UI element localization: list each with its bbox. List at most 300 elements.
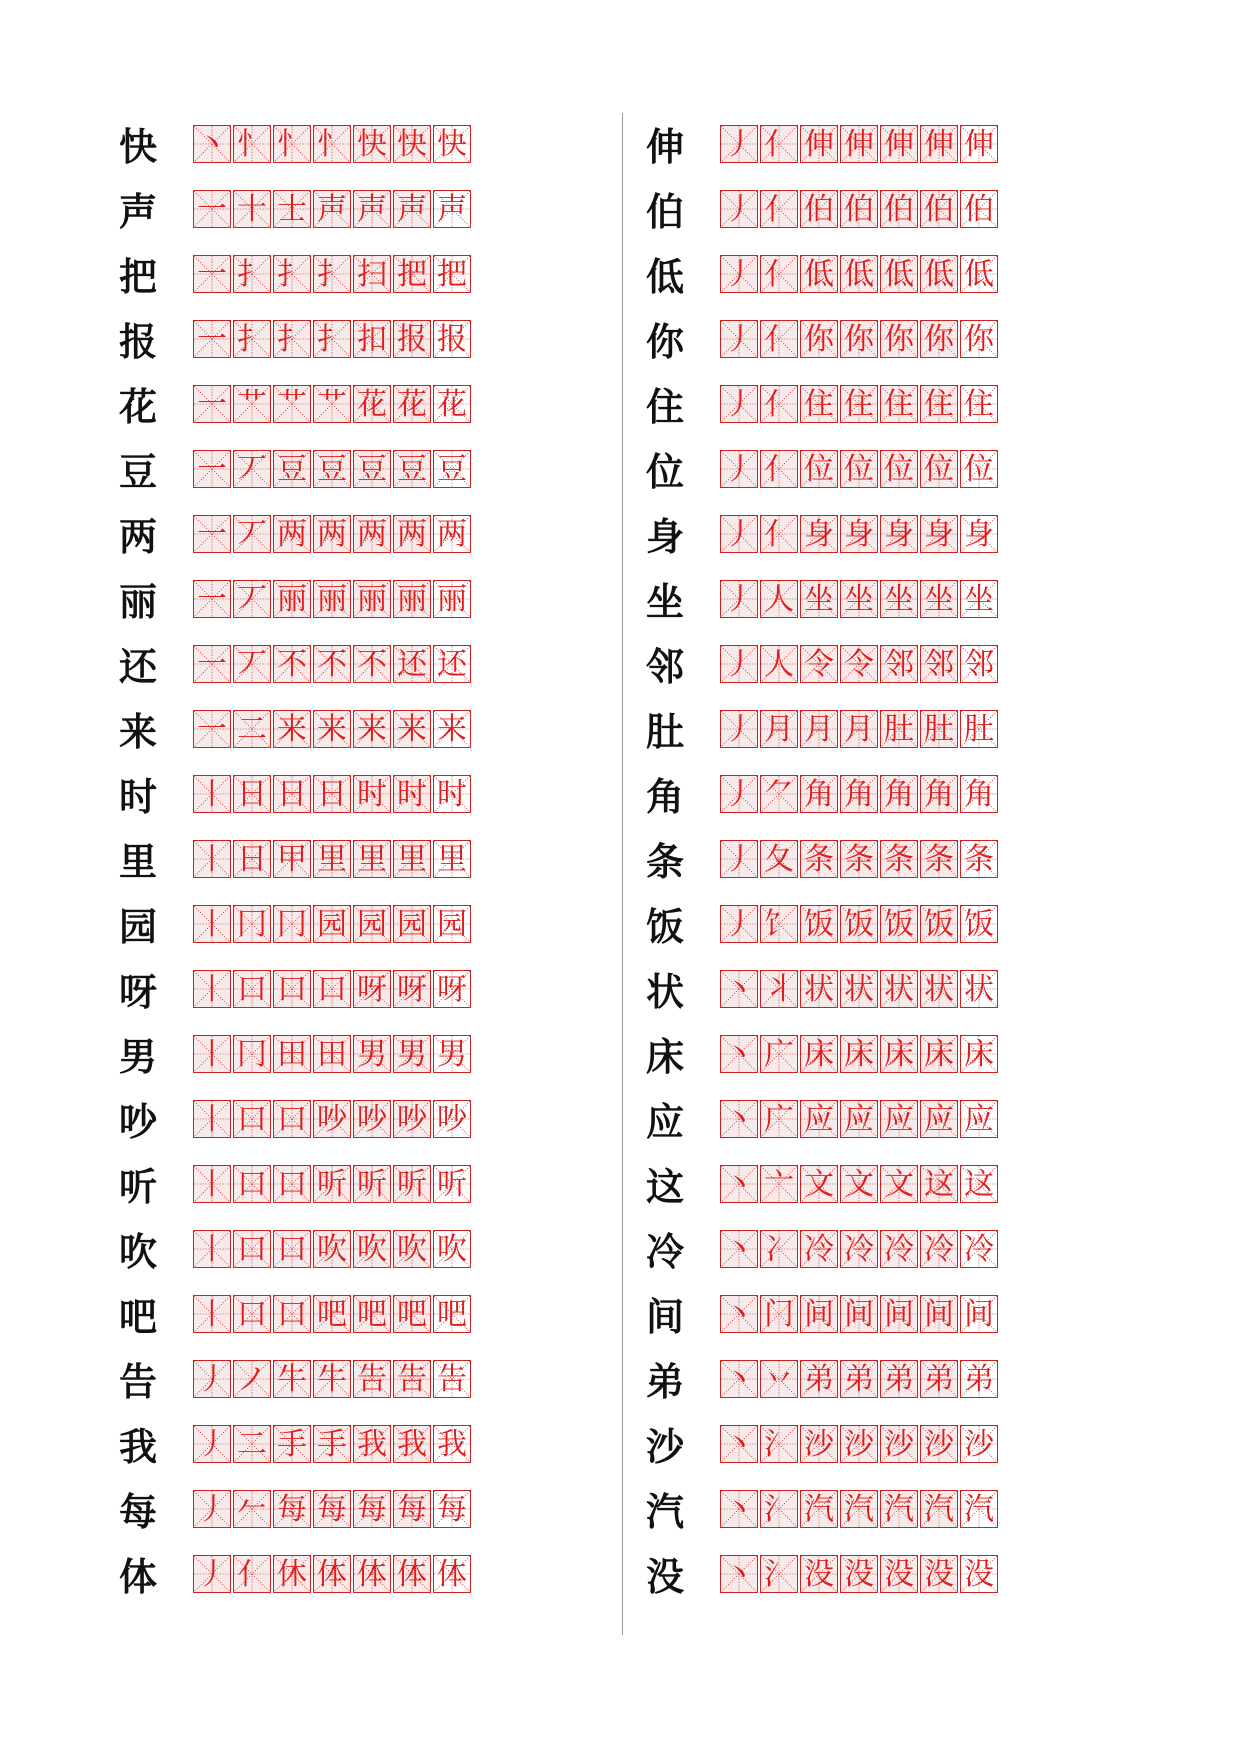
stroke-step-glyph: 你 bbox=[844, 322, 874, 357]
stroke-cell bbox=[193, 1035, 231, 1073]
stroke-cell bbox=[393, 450, 431, 488]
stroke-step-glyph: 饭 bbox=[804, 907, 834, 942]
stroke-cell bbox=[313, 1295, 351, 1333]
stroke-step-glyph: 邻 bbox=[964, 647, 994, 682]
stroke-cell bbox=[720, 1295, 758, 1333]
stroke-cell bbox=[233, 385, 271, 423]
stroke-step-glyph: 里 bbox=[317, 842, 347, 877]
stroke-step-glyph: 应 bbox=[924, 1102, 954, 1137]
stroke-step-glyph: 丨 bbox=[197, 1232, 227, 1267]
stroke-step-glyph: 汽 bbox=[924, 1492, 954, 1527]
stroke-order-strip bbox=[193, 1230, 473, 1272]
stroke-cell bbox=[800, 385, 838, 423]
stroke-order-strip bbox=[720, 1555, 1000, 1597]
char-row bbox=[645, 1090, 1165, 1155]
practice-character: 条 bbox=[645, 840, 684, 884]
stroke-order-strip bbox=[193, 1360, 473, 1402]
stroke-step-glyph: 不 bbox=[357, 647, 387, 682]
stroke-step-glyph: 声 bbox=[397, 192, 427, 227]
practice-character: 男 bbox=[118, 1035, 157, 1079]
practice-character: 你 bbox=[645, 320, 684, 364]
stroke-cell bbox=[273, 1035, 311, 1073]
stroke-cell bbox=[840, 190, 878, 228]
stroke-cell bbox=[720, 645, 758, 683]
stroke-cell bbox=[273, 450, 311, 488]
stroke-cell bbox=[233, 775, 271, 813]
stroke-cell bbox=[760, 385, 798, 423]
char-row bbox=[645, 115, 1165, 180]
stroke-step-glyph: 丶 bbox=[724, 1167, 754, 1202]
stroke-step-glyph: 丽 bbox=[277, 582, 307, 617]
stroke-step-glyph: 我 bbox=[357, 1427, 387, 1462]
stroke-step-glyph: 休 bbox=[277, 1557, 307, 1592]
stroke-cell bbox=[313, 320, 351, 358]
stroke-step-glyph: 声 bbox=[357, 192, 387, 227]
stroke-order-strip bbox=[193, 580, 473, 622]
stroke-cell bbox=[920, 1230, 958, 1268]
practice-character: 告 bbox=[118, 1360, 157, 1404]
stroke-step-glyph: 把 bbox=[437, 257, 467, 292]
stroke-cell-final bbox=[433, 775, 471, 813]
stroke-step-glyph: 丿 bbox=[724, 777, 754, 812]
stroke-step-glyph: 低 bbox=[884, 257, 914, 292]
stroke-step-glyph: 冫 bbox=[764, 1232, 794, 1267]
stroke-step-glyph: 吹 bbox=[357, 1232, 387, 1267]
stroke-cell bbox=[720, 580, 758, 618]
stroke-step-glyph: 弟 bbox=[964, 1362, 994, 1397]
char-row bbox=[118, 570, 638, 635]
stroke-step-glyph: 每 bbox=[437, 1492, 467, 1527]
stroke-cell-final bbox=[960, 1035, 998, 1073]
practice-character: 体 bbox=[118, 1555, 157, 1599]
stroke-step-glyph: 位 bbox=[884, 452, 914, 487]
stroke-step-glyph: 来 bbox=[277, 712, 307, 747]
stroke-cell bbox=[273, 775, 311, 813]
stroke-cell bbox=[800, 580, 838, 618]
stroke-cell-final bbox=[960, 1295, 998, 1333]
stroke-order-strip bbox=[193, 515, 473, 557]
stroke-cell-final bbox=[960, 645, 998, 683]
char-row bbox=[645, 830, 1165, 895]
practice-character: 汽 bbox=[645, 1490, 684, 1534]
stroke-cell bbox=[193, 1555, 231, 1593]
stroke-step-glyph: 伯 bbox=[924, 192, 954, 227]
stroke-cell-final bbox=[960, 255, 998, 293]
stroke-order-strip bbox=[193, 905, 473, 947]
stroke-cell bbox=[313, 255, 351, 293]
stroke-step-glyph: 丨 bbox=[197, 907, 227, 942]
stroke-cell bbox=[393, 385, 431, 423]
stroke-step-glyph: 月 bbox=[844, 712, 874, 747]
stroke-cell bbox=[800, 1555, 838, 1593]
stroke-cell bbox=[720, 320, 758, 358]
stroke-cell bbox=[760, 775, 798, 813]
stroke-step-glyph: 冂 bbox=[277, 907, 307, 942]
practice-character: 伸 bbox=[645, 125, 684, 169]
stroke-step-glyph: 条 bbox=[804, 842, 834, 877]
stroke-cell-final bbox=[960, 515, 998, 553]
stroke-step-glyph: 一 bbox=[197, 712, 227, 747]
stroke-cell bbox=[920, 320, 958, 358]
stroke-cell bbox=[920, 125, 958, 163]
stroke-step-glyph: 𠂉 bbox=[237, 1492, 267, 1527]
stroke-step-glyph: 丶 bbox=[724, 1232, 754, 1267]
stroke-cell bbox=[353, 385, 391, 423]
stroke-step-glyph: 伯 bbox=[844, 192, 874, 227]
stroke-step-glyph: 身 bbox=[964, 517, 994, 552]
stroke-cell bbox=[880, 1100, 918, 1138]
stroke-cell-final bbox=[960, 710, 998, 748]
char-row bbox=[645, 245, 1165, 310]
stroke-cell bbox=[760, 320, 798, 358]
stroke-cell bbox=[313, 840, 351, 878]
stroke-step-glyph: 低 bbox=[924, 257, 954, 292]
stroke-step-glyph: 快 bbox=[397, 127, 427, 162]
stroke-step-glyph: 丿 bbox=[724, 127, 754, 162]
stroke-cell bbox=[313, 385, 351, 423]
stroke-cell bbox=[800, 1100, 838, 1138]
stroke-order-strip bbox=[720, 1295, 1000, 1337]
stroke-cell-final bbox=[960, 320, 998, 358]
char-row bbox=[118, 310, 638, 375]
char-row bbox=[645, 1025, 1165, 1090]
stroke-step-glyph: 声 bbox=[437, 192, 467, 227]
stroke-step-glyph: 沙 bbox=[964, 1427, 994, 1462]
stroke-cell bbox=[920, 1555, 958, 1593]
stroke-step-glyph: 坐 bbox=[804, 582, 834, 617]
practice-character: 呀 bbox=[118, 970, 157, 1014]
stroke-step-glyph: 弟 bbox=[924, 1362, 954, 1397]
stroke-step-glyph: 丨 bbox=[197, 1102, 227, 1137]
stroke-step-glyph: 我 bbox=[437, 1427, 467, 1462]
stroke-cell bbox=[880, 580, 918, 618]
practice-character: 饭 bbox=[645, 905, 684, 949]
stroke-cell bbox=[720, 450, 758, 488]
stroke-step-glyph: 扌 bbox=[277, 257, 307, 292]
stroke-step-glyph: 伯 bbox=[964, 192, 994, 227]
practice-character: 床 bbox=[645, 1035, 684, 1079]
stroke-order-strip bbox=[193, 1295, 473, 1337]
stroke-cell bbox=[920, 1425, 958, 1463]
stroke-cell bbox=[353, 905, 391, 943]
stroke-cell bbox=[760, 840, 798, 878]
stroke-step-glyph: 里 bbox=[437, 842, 467, 877]
stroke-step-glyph: 忄 bbox=[277, 127, 307, 162]
stroke-step-glyph: 冷 bbox=[804, 1232, 834, 1267]
stroke-step-glyph: 邻 bbox=[924, 647, 954, 682]
stroke-step-glyph: 肚 bbox=[964, 712, 994, 747]
stroke-step-glyph: 身 bbox=[844, 517, 874, 552]
stroke-step-glyph: 告 bbox=[437, 1362, 467, 1397]
stroke-cell-final bbox=[960, 125, 998, 163]
stroke-step-glyph: 士 bbox=[277, 192, 307, 227]
stroke-step-glyph: 丿 bbox=[724, 647, 754, 682]
stroke-step-glyph: 位 bbox=[964, 452, 994, 487]
stroke-step-glyph: 你 bbox=[924, 322, 954, 357]
stroke-cell-final bbox=[433, 1425, 471, 1463]
practice-character: 邻 bbox=[645, 645, 684, 689]
stroke-cell-final bbox=[960, 1230, 998, 1268]
stroke-cell bbox=[720, 1100, 758, 1138]
stroke-step-glyph: 氵 bbox=[764, 1492, 794, 1527]
stroke-step-glyph: 广 bbox=[764, 1037, 794, 1072]
practice-character: 弟 bbox=[645, 1360, 684, 1404]
stroke-step-glyph: 没 bbox=[964, 1557, 994, 1592]
stroke-cell bbox=[353, 645, 391, 683]
stroke-step-glyph: 花 bbox=[437, 387, 467, 422]
stroke-order-strip bbox=[720, 450, 1000, 492]
stroke-cell bbox=[720, 970, 758, 1008]
stroke-step-glyph: 日 bbox=[237, 842, 267, 877]
stroke-step-glyph: 住 bbox=[844, 387, 874, 422]
stroke-step-glyph: 把 bbox=[397, 257, 427, 292]
stroke-cell bbox=[880, 1555, 918, 1593]
practice-character: 身 bbox=[645, 515, 684, 559]
stroke-order-strip bbox=[193, 710, 473, 752]
stroke-step-glyph: 吧 bbox=[437, 1297, 467, 1332]
stroke-step-glyph: 冷 bbox=[844, 1232, 874, 1267]
stroke-step-glyph: 条 bbox=[924, 842, 954, 877]
stroke-step-glyph: 吧 bbox=[317, 1297, 347, 1332]
stroke-step-glyph: 还 bbox=[397, 647, 427, 682]
stroke-step-glyph: 沙 bbox=[884, 1427, 914, 1462]
stroke-cell bbox=[760, 1360, 798, 1398]
stroke-cell bbox=[353, 255, 391, 293]
stroke-cell-final bbox=[960, 970, 998, 1008]
stroke-cell bbox=[840, 1295, 878, 1333]
stroke-order-strip bbox=[720, 385, 1000, 427]
stroke-step-glyph: 丨 bbox=[197, 1037, 227, 1072]
stroke-cell bbox=[880, 255, 918, 293]
stroke-order-strip bbox=[720, 840, 1000, 882]
stroke-cell bbox=[273, 905, 311, 943]
stroke-order-strip bbox=[193, 255, 473, 297]
stroke-cell bbox=[840, 1230, 878, 1268]
stroke-step-glyph: 男 bbox=[397, 1037, 427, 1072]
stroke-order-strip bbox=[720, 125, 1000, 167]
stroke-step-glyph: 丿 bbox=[724, 192, 754, 227]
stroke-step-glyph: 两 bbox=[317, 517, 347, 552]
stroke-cell bbox=[760, 1230, 798, 1268]
stroke-cell bbox=[193, 775, 231, 813]
stroke-step-glyph: 吵 bbox=[437, 1102, 467, 1137]
stroke-cell bbox=[800, 970, 838, 1008]
stroke-cell bbox=[880, 645, 918, 683]
stroke-step-glyph: 丶 bbox=[724, 1037, 754, 1072]
stroke-step-glyph: 角 bbox=[924, 777, 954, 812]
stroke-step-glyph: 应 bbox=[964, 1102, 994, 1137]
practice-character: 报 bbox=[118, 320, 157, 364]
practice-character: 应 bbox=[645, 1100, 684, 1144]
stroke-step-glyph: 伯 bbox=[804, 192, 834, 227]
stroke-step-glyph: 豆 bbox=[357, 452, 387, 487]
stroke-cell bbox=[233, 1425, 271, 1463]
stroke-cell bbox=[840, 1555, 878, 1593]
stroke-order-strip bbox=[193, 190, 473, 232]
practice-character: 状 bbox=[645, 970, 684, 1014]
stroke-step-glyph: 低 bbox=[964, 257, 994, 292]
stroke-step-glyph: 扌 bbox=[237, 322, 267, 357]
stroke-step-glyph: 丿 bbox=[724, 907, 754, 942]
stroke-step-glyph: 丽 bbox=[317, 582, 347, 617]
stroke-cell bbox=[800, 1165, 838, 1203]
stroke-step-glyph: 状 bbox=[884, 972, 914, 1007]
stroke-step-glyph: 还 bbox=[437, 647, 467, 682]
stroke-cell-final bbox=[433, 255, 471, 293]
stroke-step-glyph: 扣 bbox=[357, 322, 387, 357]
stroke-order-strip bbox=[720, 1360, 1000, 1402]
stroke-step-glyph: 弟 bbox=[884, 1362, 914, 1397]
char-row bbox=[645, 180, 1165, 245]
stroke-cell bbox=[233, 1165, 271, 1203]
stroke-step-glyph: 月 bbox=[764, 712, 794, 747]
stroke-cell bbox=[233, 255, 271, 293]
stroke-step-glyph: 来 bbox=[437, 712, 467, 747]
stroke-cell bbox=[760, 1165, 798, 1203]
stroke-order-strip bbox=[720, 320, 1000, 362]
stroke-cell bbox=[800, 125, 838, 163]
stroke-cell bbox=[720, 905, 758, 943]
stroke-cell bbox=[880, 775, 918, 813]
stroke-cell bbox=[353, 450, 391, 488]
stroke-step-glyph: 听 bbox=[317, 1167, 347, 1202]
stroke-cell bbox=[393, 840, 431, 878]
stroke-step-glyph: 园 bbox=[437, 907, 467, 942]
stroke-cell bbox=[353, 1360, 391, 1398]
stroke-step-glyph: 每 bbox=[277, 1492, 307, 1527]
stroke-step-glyph: 文 bbox=[884, 1167, 914, 1202]
stroke-cell bbox=[193, 970, 231, 1008]
stroke-cell bbox=[233, 1230, 271, 1268]
stroke-cell bbox=[880, 1490, 918, 1528]
stroke-step-glyph: 时 bbox=[437, 777, 467, 812]
char-row bbox=[118, 1415, 638, 1480]
stroke-step-glyph: 告 bbox=[357, 1362, 387, 1397]
stroke-step-glyph: 丶 bbox=[724, 1557, 754, 1592]
char-row bbox=[118, 1155, 638, 1220]
stroke-step-glyph: 你 bbox=[884, 322, 914, 357]
stroke-order-strip bbox=[193, 970, 473, 1012]
char-row bbox=[118, 830, 638, 895]
stroke-step-glyph: 状 bbox=[844, 972, 874, 1007]
stroke-step-glyph: 吧 bbox=[397, 1297, 427, 1332]
stroke-cell bbox=[273, 645, 311, 683]
stroke-cell bbox=[920, 840, 958, 878]
stroke-cell bbox=[760, 970, 798, 1008]
stroke-cell bbox=[393, 1360, 431, 1398]
stroke-cell bbox=[233, 320, 271, 358]
practice-character: 角 bbox=[645, 775, 684, 819]
stroke-step-glyph: 来 bbox=[357, 712, 387, 747]
stroke-step-glyph: 文 bbox=[804, 1167, 834, 1202]
stroke-cell bbox=[193, 840, 231, 878]
stroke-cell bbox=[880, 1295, 918, 1333]
stroke-cell bbox=[920, 515, 958, 553]
stroke-step-glyph: 里 bbox=[357, 842, 387, 877]
stroke-cell-final bbox=[433, 450, 471, 488]
stroke-cell bbox=[273, 1360, 311, 1398]
stroke-cell bbox=[393, 320, 431, 358]
stroke-step-glyph: 沙 bbox=[804, 1427, 834, 1462]
stroke-cell-final bbox=[433, 1360, 471, 1398]
char-row bbox=[645, 1545, 1165, 1610]
stroke-cell bbox=[393, 710, 431, 748]
stroke-cell bbox=[193, 320, 231, 358]
stroke-cell-final bbox=[960, 580, 998, 618]
stroke-cell bbox=[193, 1360, 231, 1398]
char-row bbox=[645, 960, 1165, 1025]
char-row bbox=[118, 960, 638, 1025]
stroke-order-strip bbox=[193, 1100, 473, 1142]
stroke-cell bbox=[233, 905, 271, 943]
char-row bbox=[118, 700, 638, 765]
stroke-cell bbox=[840, 1100, 878, 1138]
stroke-step-glyph: 丿 bbox=[724, 712, 754, 747]
stroke-step-glyph: 冷 bbox=[884, 1232, 914, 1267]
stroke-cell bbox=[353, 190, 391, 228]
stroke-step-glyph: ⺈ bbox=[764, 777, 794, 812]
stroke-step-glyph: 丿 bbox=[197, 1557, 227, 1592]
practice-character: 吵 bbox=[118, 1100, 157, 1144]
stroke-cell bbox=[273, 1100, 311, 1138]
stroke-step-glyph: 没 bbox=[804, 1557, 834, 1592]
stroke-step-glyph: 声 bbox=[317, 192, 347, 227]
stroke-cell bbox=[393, 1100, 431, 1138]
stroke-step-glyph: 时 bbox=[397, 777, 427, 812]
char-row bbox=[118, 1350, 638, 1415]
stroke-cell bbox=[920, 385, 958, 423]
stroke-cell bbox=[393, 1425, 431, 1463]
practice-character: 花 bbox=[118, 385, 157, 429]
stroke-cell bbox=[840, 970, 878, 1008]
stroke-step-glyph: 来 bbox=[397, 712, 427, 747]
stroke-step-glyph: 听 bbox=[357, 1167, 387, 1202]
stroke-step-glyph: 间 bbox=[844, 1297, 874, 1332]
stroke-step-glyph: 冂 bbox=[237, 907, 267, 942]
stroke-step-glyph: 口 bbox=[237, 1102, 267, 1137]
practice-character: 间 bbox=[645, 1295, 684, 1339]
stroke-cell bbox=[920, 970, 958, 1008]
stroke-step-glyph: 豆 bbox=[397, 452, 427, 487]
stroke-cell bbox=[760, 1295, 798, 1333]
stroke-step-glyph: 丆 bbox=[237, 647, 267, 682]
stroke-step-glyph: 丿 bbox=[197, 1427, 227, 1462]
stroke-step-glyph: 丽 bbox=[437, 582, 467, 617]
stroke-cell-final bbox=[960, 1100, 998, 1138]
stroke-cell-final bbox=[960, 190, 998, 228]
stroke-cell bbox=[233, 1555, 271, 1593]
stroke-cell bbox=[353, 840, 391, 878]
stroke-step-glyph: 应 bbox=[844, 1102, 874, 1137]
practice-character: 快 bbox=[118, 125, 157, 169]
stroke-step-glyph: 亠 bbox=[764, 1167, 794, 1202]
stroke-step-glyph: 床 bbox=[844, 1037, 874, 1072]
char-row bbox=[118, 245, 638, 310]
stroke-cell-final bbox=[960, 1165, 998, 1203]
stroke-cell bbox=[720, 1555, 758, 1593]
stroke-cell bbox=[800, 255, 838, 293]
stroke-order-strip bbox=[193, 775, 473, 817]
stroke-step-glyph: 令 bbox=[844, 647, 874, 682]
stroke-cell bbox=[800, 1035, 838, 1073]
stroke-step-glyph: 汽 bbox=[844, 1492, 874, 1527]
stroke-cell bbox=[840, 775, 878, 813]
stroke-step-glyph: 肚 bbox=[924, 712, 954, 747]
stroke-cell-final bbox=[433, 1230, 471, 1268]
stroke-step-glyph: 亻 bbox=[764, 127, 794, 162]
stroke-step-glyph: 汽 bbox=[804, 1492, 834, 1527]
stroke-step-glyph: 丿 bbox=[724, 582, 754, 617]
